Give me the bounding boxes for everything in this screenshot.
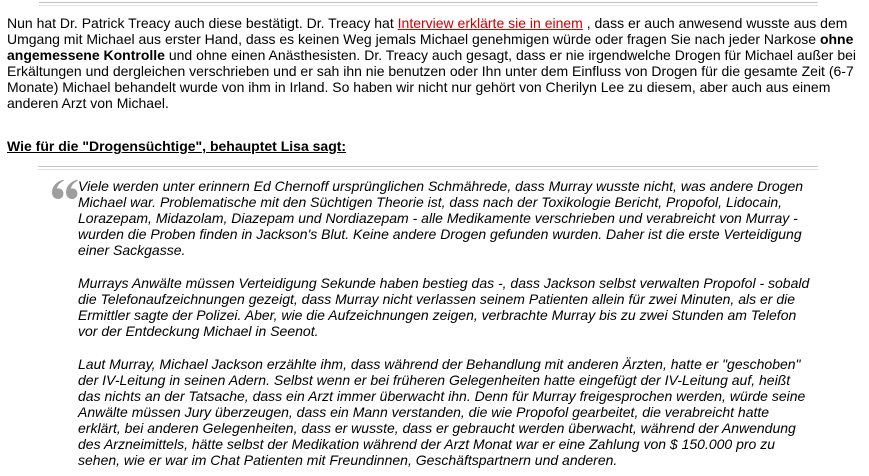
interview-link[interactable]: Interview erklärte sie in einem <box>397 15 583 31</box>
intro-text-before-link: Nun hat Dr. Patrick Treacy auch diese bestätigt. Dr. Treacy hat <box>7 15 398 31</box>
article-page <box>0 2 869 468</box>
intro-text-after-bold: und ohne einen Anästhesisten. Dr. Treacy auch gesagt, dass er nie irgendwelche Drogen für Michael außer bei Erkältungen und dergleichen verschrieben und er sah ihn nie benutzen oder Ihn unter dem Einfluss von Drogen für die gesamte Zeit (6-7 Monate) Michael behandelt wurde von ihm in Irland. So haben wir nicht nur gehört von Cherilyn Lee zu diesem, aber auch aus einem anderen Arzt von Michael. <box>7 47 857 111</box>
quote-paragraph-2: Murrays Anwälte müssen Verteidigung Sekunde haben bestieg das -, dass Jackson selbst verwalten Propofol - sobald die Telefonaufzeichnungen gezeigt, dass Murray nicht verlassen seinem Patienten allein für zwei Minuten, als er die Ermittler sagte der Polizei. Aber, wie die Aufzeichnungen zeigen, verbrachte Murray bis zu zwei Stunden am Telefon vor der Entdeckung Michael in Seenot. <box>78 275 810 339</box>
section-heading: Wie für die "Drogensüchtige", behauptet Lisa sagt: <box>7 138 347 154</box>
quote-block <box>38 170 818 468</box>
top-divider <box>39 2 818 6</box>
intro-paragraph <box>7 15 863 111</box>
intro-text-after-link: , dass er auch anwesend wusste aus dem Umgang mit Michael aus erster Hand, dass es keinen Weg jemals Michael genehmigen würde oder fragen Sie nach jeder Narkose <box>7 15 848 47</box>
quote-paragraph-1: Viele werden unter erinnern Ed Chernoff ursprünglichen Schmährede, dass Murray wusste nicht, was andere Drogen Michael war. Problematische mit den Süchtigen Theorie ist, dass nach der Toxikologie Bericht, Propofol, Lidocain, Lorazepam, Midazolam, Diazepam und Nordiazepam - alle Medikamente verschrieben und verabreicht von Murray - wurden die Proben finden in Jackson's Blut. Keine andere Drogen gefunden wurden. Daher ist die erste Verteidigung einer Sackgasse. <box>78 178 804 258</box>
quote-paragraph-3: Laut Murray, Michael Jackson erzählte ihm, dass während der Behandlung mit anderen Ärzten, hatte er "geschoben" der IV-Leitung in seinen Adern. Selbst wenn er bei früheren Gelegenheiten hatte eingefügt der IV-Leitung auf, heißt das nichts an der Tatsache, dass ein Arzt immer überwacht ihn. Denn für Murray freigesprochen werden, würde seine Anwälte müssen Jury überzeugen, dass ein Mann verstanden, die wie Propofol gearbeitet, die verabreicht hatte erklärt, bei anderen Gelegenheiten, dass er wusste, dass er gebraucht werden überwacht, während der Anwendung des Arzneimittels, hätte selbst der Medikation während der Arzt Monat war er eine Zahlung von $ 150.000 pro zu sehen, wie er war im Chat Patienten mit Freundinnen, Geschäftspartnern und anderen. <box>78 356 806 468</box>
intro-bold-text: ohne angemessene Kontrolle <box>7 31 854 63</box>
open-double-quote-icon <box>51 179 78 199</box>
